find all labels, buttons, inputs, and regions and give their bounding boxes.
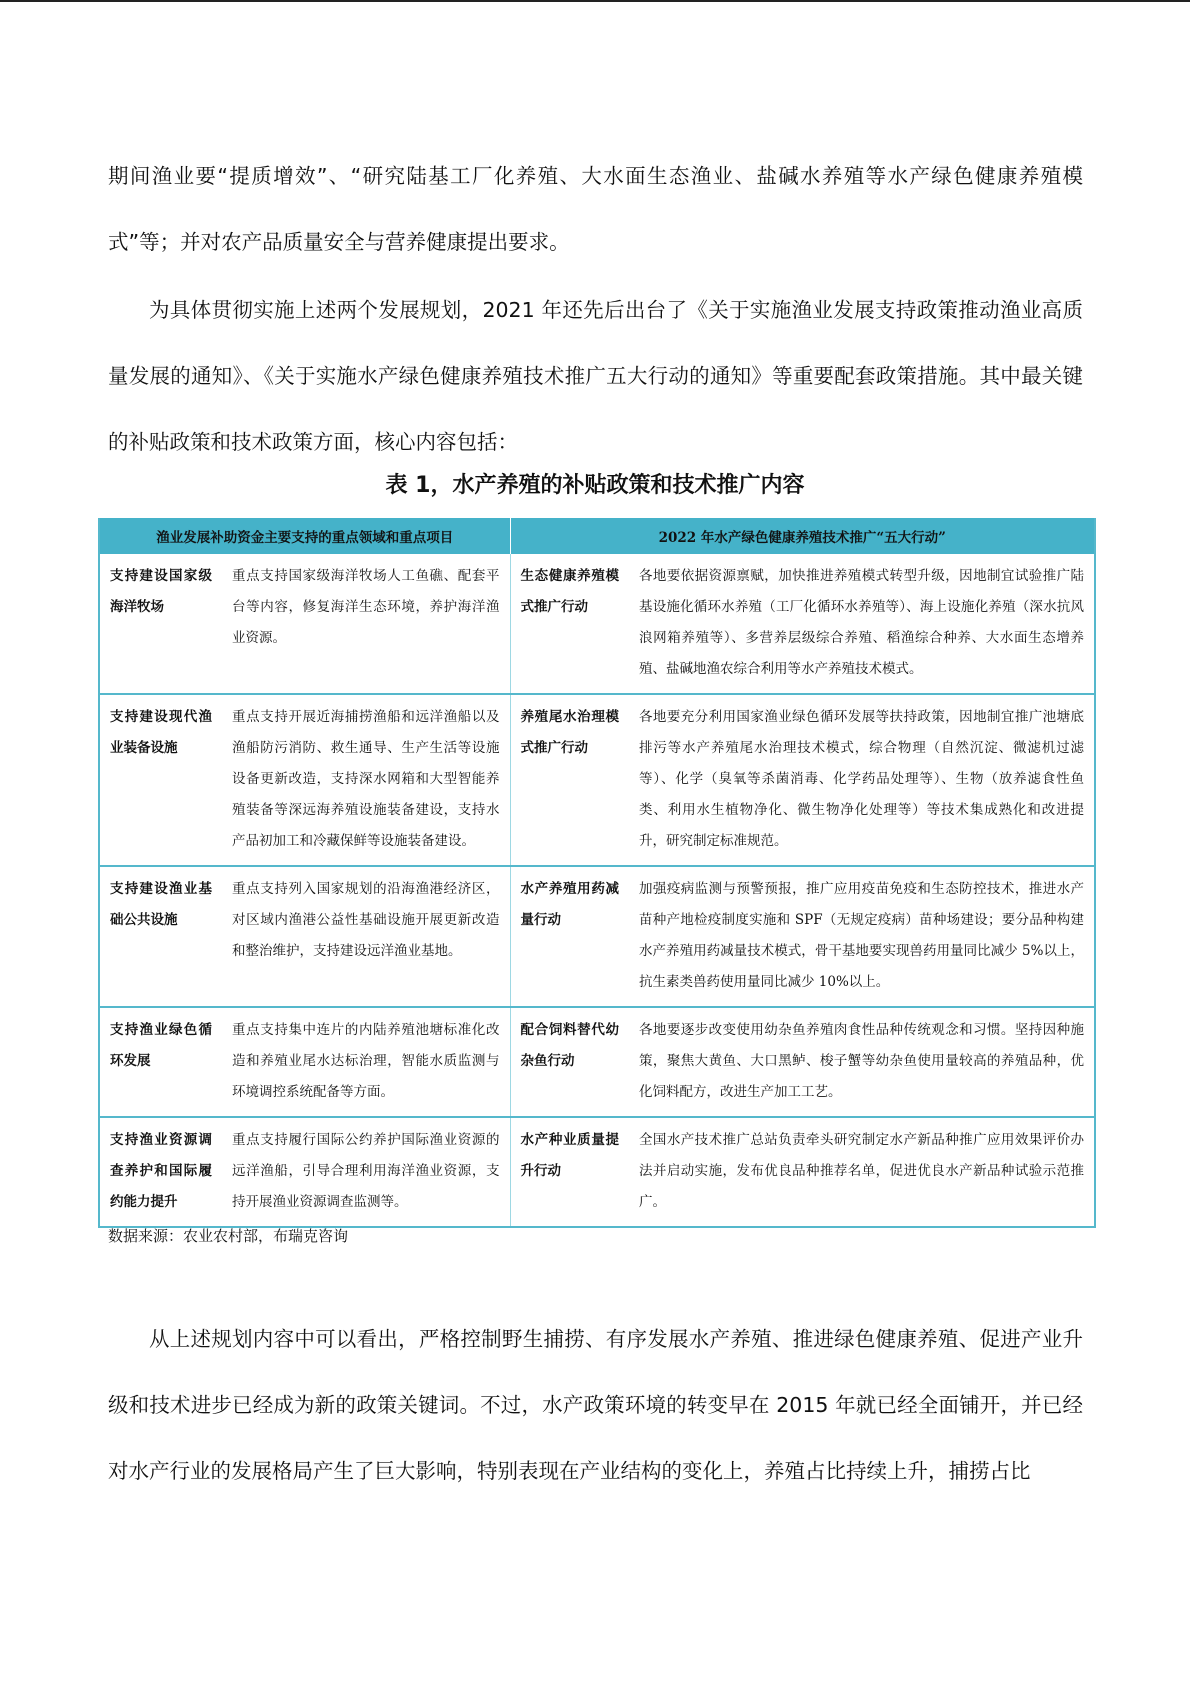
subsidy-item: 支持渔业绿色循环发展 [99,1007,222,1117]
action-item: 养殖尾水治理模式推广行动 [510,694,629,866]
table-row [99,866,1095,1007]
table-row [99,554,1095,694]
data-source-note: 数据来源：农业农村部，布瑞克咨询 [108,1227,349,1245]
subsidy-item: 支持建设国家级海洋牧场 [110,568,212,615]
page-top-rule [0,0,1190,2]
subsidy-item: 支持建设渔业基础公共设施 [99,866,222,1007]
action-item: 配合饲料替代幼杂鱼行动 [510,1007,629,1117]
table-header-right: 2022 年水产绿色健康养殖技术推广“五大行动” [510,518,1095,554]
action-description: 全国水产技术推广总站负责牵头研究制定水产新品种推广应用效果评价办法并启动实施，发布优良品种推荐名单，促进优良水产新品种试验示范推广。 [629,1117,1095,1227]
action-description: 各地要充分利用国家渔业绿色循环发展等扶持政策，因地制宜推广池塘底排污等水产养殖尾水治理技术模式，综合物理（自然沉淀、微滤机过滤等）、化学（臭氧等杀菌消毒、化学药品处理等）、生物（放养滤食性鱼类、利用水生植物净化、微生物净化处理等）等技术集成熟化和改进提升，研究制定标准规范。 [629,694,1095,866]
table-row [99,1007,1095,1117]
table-header-row [99,518,1095,554]
subsidy-description: 重点支持国家级海洋牧场人工鱼礁、配套平台等内容，修复海洋生态环境，养护海洋渔业资源。 [222,554,510,694]
table-header-left: 渔业发展补助资金主要支持的重点领域和重点项目 [99,518,510,554]
action-item: 水产种业质量提升行动 [510,1117,629,1227]
paragraph-3: 从上述规划内容中可以看出，严格控制野生捕捞、有序发展水产养殖、推进绿色健康养殖、促进产业升级和技术进步已经成为新的政策关键词。不过，水产政策环境的转变早在 2015 年就已经全面铺开，并已经对水产行业的发展格局产生了巨大影响，特别表现在产业结构的变化上，养殖占比持续上升，捕捞占比 [108,1327,1083,1483]
subsidy-description: 重点支持集中连片的内陆养殖池塘标准化改造和养殖业尾水达标治理，智能水质监测与环境调控系统配备等方面。 [222,1007,510,1117]
subsidy-item: 支持渔业资源调查养护和国际履约能力提升 [99,1117,222,1227]
subsidy-description: 重点支持履行国际公约养护国际渔业资源的远洋渔船，引导合理利用海洋渔业资源，支持开展渔业资源调查监测等。 [222,1117,510,1227]
subsidy-item: 支持建设现代渔业装备设施 [99,694,222,866]
table-row [99,694,1095,866]
table-row [99,1117,1095,1227]
policy-table [98,518,1096,1228]
action-item: 水产养殖用药减量行动 [510,866,629,1007]
table-title: 表 1，水产养殖的补贴政策和技术推广内容 [385,473,805,498]
action-item: 生态健康养殖模式推广行动 [520,568,619,615]
subsidy-description: 重点支持开展近海捕捞渔船和远洋渔船以及渔船防污消防、救生通导、生产生活等设施设备更新改造，支持深水网箱和大型智能养殖装备等深远海养殖设施装备建设，支持水产品初加工和冷藏保鲜等设施装备建设。 [222,694,510,866]
paragraph-2: 为具体贯彻实施上述两个发展规划，2021 年还先后出台了《关于实施渔业发展支持政策推动渔业高质量发展的通知》、《关于实施水产绿色健康养殖技术推广五大行动的通知》等重要配套政策措施。其中最关键的补贴政策和技术政策方面，核心内容包括： [108,298,1083,454]
action-description: 加强疫病监测与预警预报，推广应用疫苗免疫和生态防控技术，推进水产苗种产地检疫制度实施和 SPF（无规定疫病）苗种场建设；要分品种构建水产养殖用药减量技术模式，骨干基地要实现兽药用量同比减少 5%以上，抗生素类兽药使用量同比减少 10%以上。 [629,866,1095,1007]
action-description: 各地要逐步改变使用幼杂鱼养殖肉食性品种传统观念和习惯。坚持因种施策，聚焦大黄鱼、大口黑鲈、梭子蟹等幼杂鱼使用量较高的养殖品种，优化饲料配方，改进生产加工工艺。 [629,1007,1095,1117]
action-description: 各地要依据资源禀赋，加快推进养殖模式转型升级，因地制宜试验推广陆基设施化循环水养殖（工厂化循环水养殖等）、海上设施化养殖（深水抗风浪网箱养殖等）、多营养层级综合养殖、稻渔综合种养、大水面生态增养殖、盐碱地渔农综合利用等水产养殖技术模式。 [639,568,1084,677]
paragraph-1: 期间渔业要“提质增效”、“研究陆基工厂化养殖、大水面生态渔业、盐碱水养殖等水产绿色健康养殖模式”等；并对农产品质量安全与营养健康提出要求。 [108,164,1083,254]
subsidy-description: 重点支持列入国家规划的沿海渔港经济区，对区域内渔港公益性基础设施开展更新改造和整治维护，支持建设远洋渔业基地。 [222,866,510,1007]
